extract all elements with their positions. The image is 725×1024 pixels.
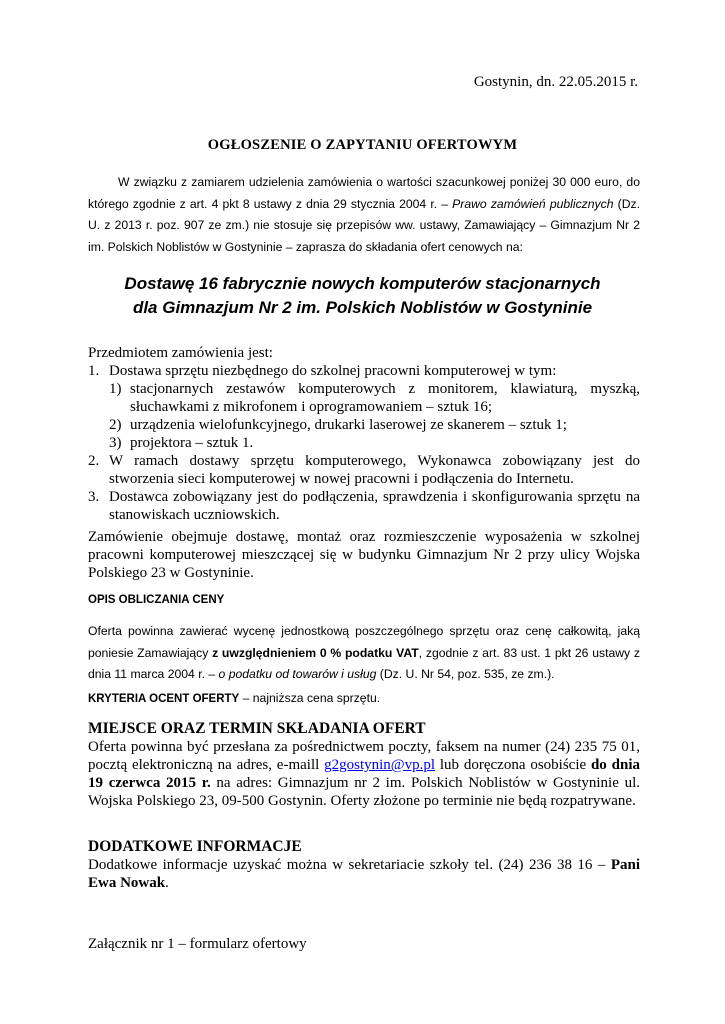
- pricing-text-2: , zgodnie z art. 83 ust. 1 pkt 26 ustawy z dnia 11 marca 2004 r. –: [88, 645, 640, 681]
- order-subject-line-1: Dostawę 16 fabrycznie nowych komputerów stacjonarnych: [124, 274, 601, 293]
- scope-item: [88, 452, 640, 488]
- submission-section: [88, 720, 640, 810]
- scope-subitem-text: urządzenia wielofunkcyjnego, drukarki laserowej ze skanerem – sztuk 1;: [130, 417, 567, 433]
- scope-subitem-text: projektora – sztuk 1.: [130, 435, 254, 451]
- scope-item-number: 1.: [88, 363, 100, 379]
- scope-item-text: W ramach dostawy sprzętu komputerowego, Wykonawca zobowiązany jest do stworzenia sieci komputerowej w nowej pracowni i podłączenia do Internetu.: [109, 453, 640, 487]
- scope-item: [88, 488, 640, 524]
- scope-subitem-number: 3): [109, 435, 122, 451]
- extra-info-paragraph: [88, 856, 640, 892]
- criteria-label: KRYTERIA OCENT OFERTY: [88, 693, 240, 705]
- intro-text-1: W związku z zamiarem udzielenia zamówienia o wartości szacunkowej poniżej 30 000 euro, do którego zgodnie z art. 4 pkt 8 ustawy z dnia 29 stycznia 2004 r. –: [88, 175, 640, 211]
- scope-subitem: [88, 434, 640, 452]
- extra-info-end: .: [165, 875, 169, 891]
- criteria-line: [88, 689, 640, 708]
- submission-text-1: Oferta powinna być przesłana za pośrednictwem poczty, faksem na numer (24) 235 75 01, pocztą elektroniczną na adres, e-maill: [88, 739, 640, 773]
- scope-item-number: 3.: [88, 489, 100, 505]
- pricing-law-name: o podatku od towarów i usług: [218, 667, 377, 681]
- extra-info-section: [88, 838, 640, 892]
- scope-subitem: [88, 416, 640, 434]
- submission-text-2: lub doręczona osobiście: [435, 757, 591, 773]
- scope-subitem-number: 2): [109, 417, 122, 433]
- scope-list: [88, 362, 640, 524]
- email-link[interactable]: g2gostynin@vp.pl: [324, 757, 436, 773]
- contact-person: Pani Ewa Nowak: [88, 857, 640, 891]
- submission-heading: MIEJSCE ORAZ TERMIN SKŁADANIA OFERT: [88, 720, 426, 737]
- scope-closing-paragraph: Zamówienie obejmuje dostawę, montaż oraz rozmieszczenie wyposażenia w szkolnej pracowni komputerowej mieszczącej się w budynku Gimnazjum Nr 2 przy ulicy Wojska Polskiego 23 w Gostyninie.: [88, 529, 640, 581]
- intro-law-name: Prawo zamówień publicznych: [452, 196, 614, 211]
- scope-item-number: 2.: [88, 453, 100, 469]
- scope-section: [88, 344, 640, 582]
- attachment-note: Załącznik nr 1 – formularz ofertowy: [88, 936, 307, 952]
- pricing-heading: OPIS OBLICZANIA CENY: [88, 594, 225, 606]
- scope-item-text: Dostawca zobowiązany jest do podłączenia, sprawdzenia i skonfigurowania sprzętu na stanowiskach uczniowskich.: [109, 489, 640, 523]
- date-line: Gostynin, dn. 22.05.2015 r.: [473, 74, 638, 90]
- scope-subitem: [88, 380, 640, 416]
- submission-paragraph: [88, 738, 640, 810]
- pricing-text-1: Oferta powinna zawierać wycenę jednostkową poszczególnego sprzętu oraz cenę całkowitą, jaką poniesie Zamawiający: [88, 624, 640, 660]
- order-subject: [0, 272, 725, 320]
- scope-subitem-text: stacjonarnych zestawów komputerowych z monitorem, klawiaturą, myszką, słuchawkami z mikrofonem i oprogramowaniem – sztuk 16;: [130, 381, 640, 415]
- scope-item-text: Dostawa sprzętu niezbędnego do szkolnej pracowni komputerowej w tym:: [109, 363, 557, 379]
- scope-heading: Przedmiotem zamówienia jest:: [88, 345, 273, 361]
- pricing-vat-note: z uwzględnieniem 0 % podatku VAT: [212, 645, 419, 660]
- submission-deadline: do dnia 19 czerwca 2015 r.: [88, 757, 640, 791]
- scope-item: [88, 362, 640, 452]
- scope-subitem-number: 1): [109, 381, 122, 397]
- intro-paragraph: [88, 172, 640, 258]
- intro-text-2: (Dz. U. z 2013 r. poz. 907 ze zm.) nie stosuje się przepisów ww. ustawy, Zamawiający – Gimnazjum Nr 2 im. Polskich Noblistów w Gostyninie – zaprasza do składania ofert cenowych na:: [88, 196, 640, 254]
- criteria-text: – najniższa cena sprzętu.: [239, 691, 381, 705]
- extra-info-text: Dodatkowe informacje uzyskać można w sekretariacie szkoły tel. (24) 236 38 16 –: [88, 857, 611, 873]
- scope-sublist: [88, 380, 640, 452]
- order-subject-line-2: dla Gimnazjum Nr 2 im. Polskich Noblistów w Gostyninie: [132, 298, 593, 317]
- pricing-paragraph: [88, 621, 640, 686]
- submission-text-3: na adres: Gimnazjum nr 2 im. Polskich Noblistów w Gostyninie ul. Wojska Polskiego 23, 09-500 Gostynin. Oferty złożone po terminie nie będą rozpatrywane.: [88, 775, 640, 809]
- document-title: OGŁOSZENIE O ZAPYTANIU OFERTOWYM: [207, 137, 518, 153]
- pricing-text-3: (Dz. U. Nr 54, poz. 535, ze zm.).: [376, 667, 555, 681]
- extra-info-heading: DODATKOWE INFORMACJE: [88, 838, 302, 855]
